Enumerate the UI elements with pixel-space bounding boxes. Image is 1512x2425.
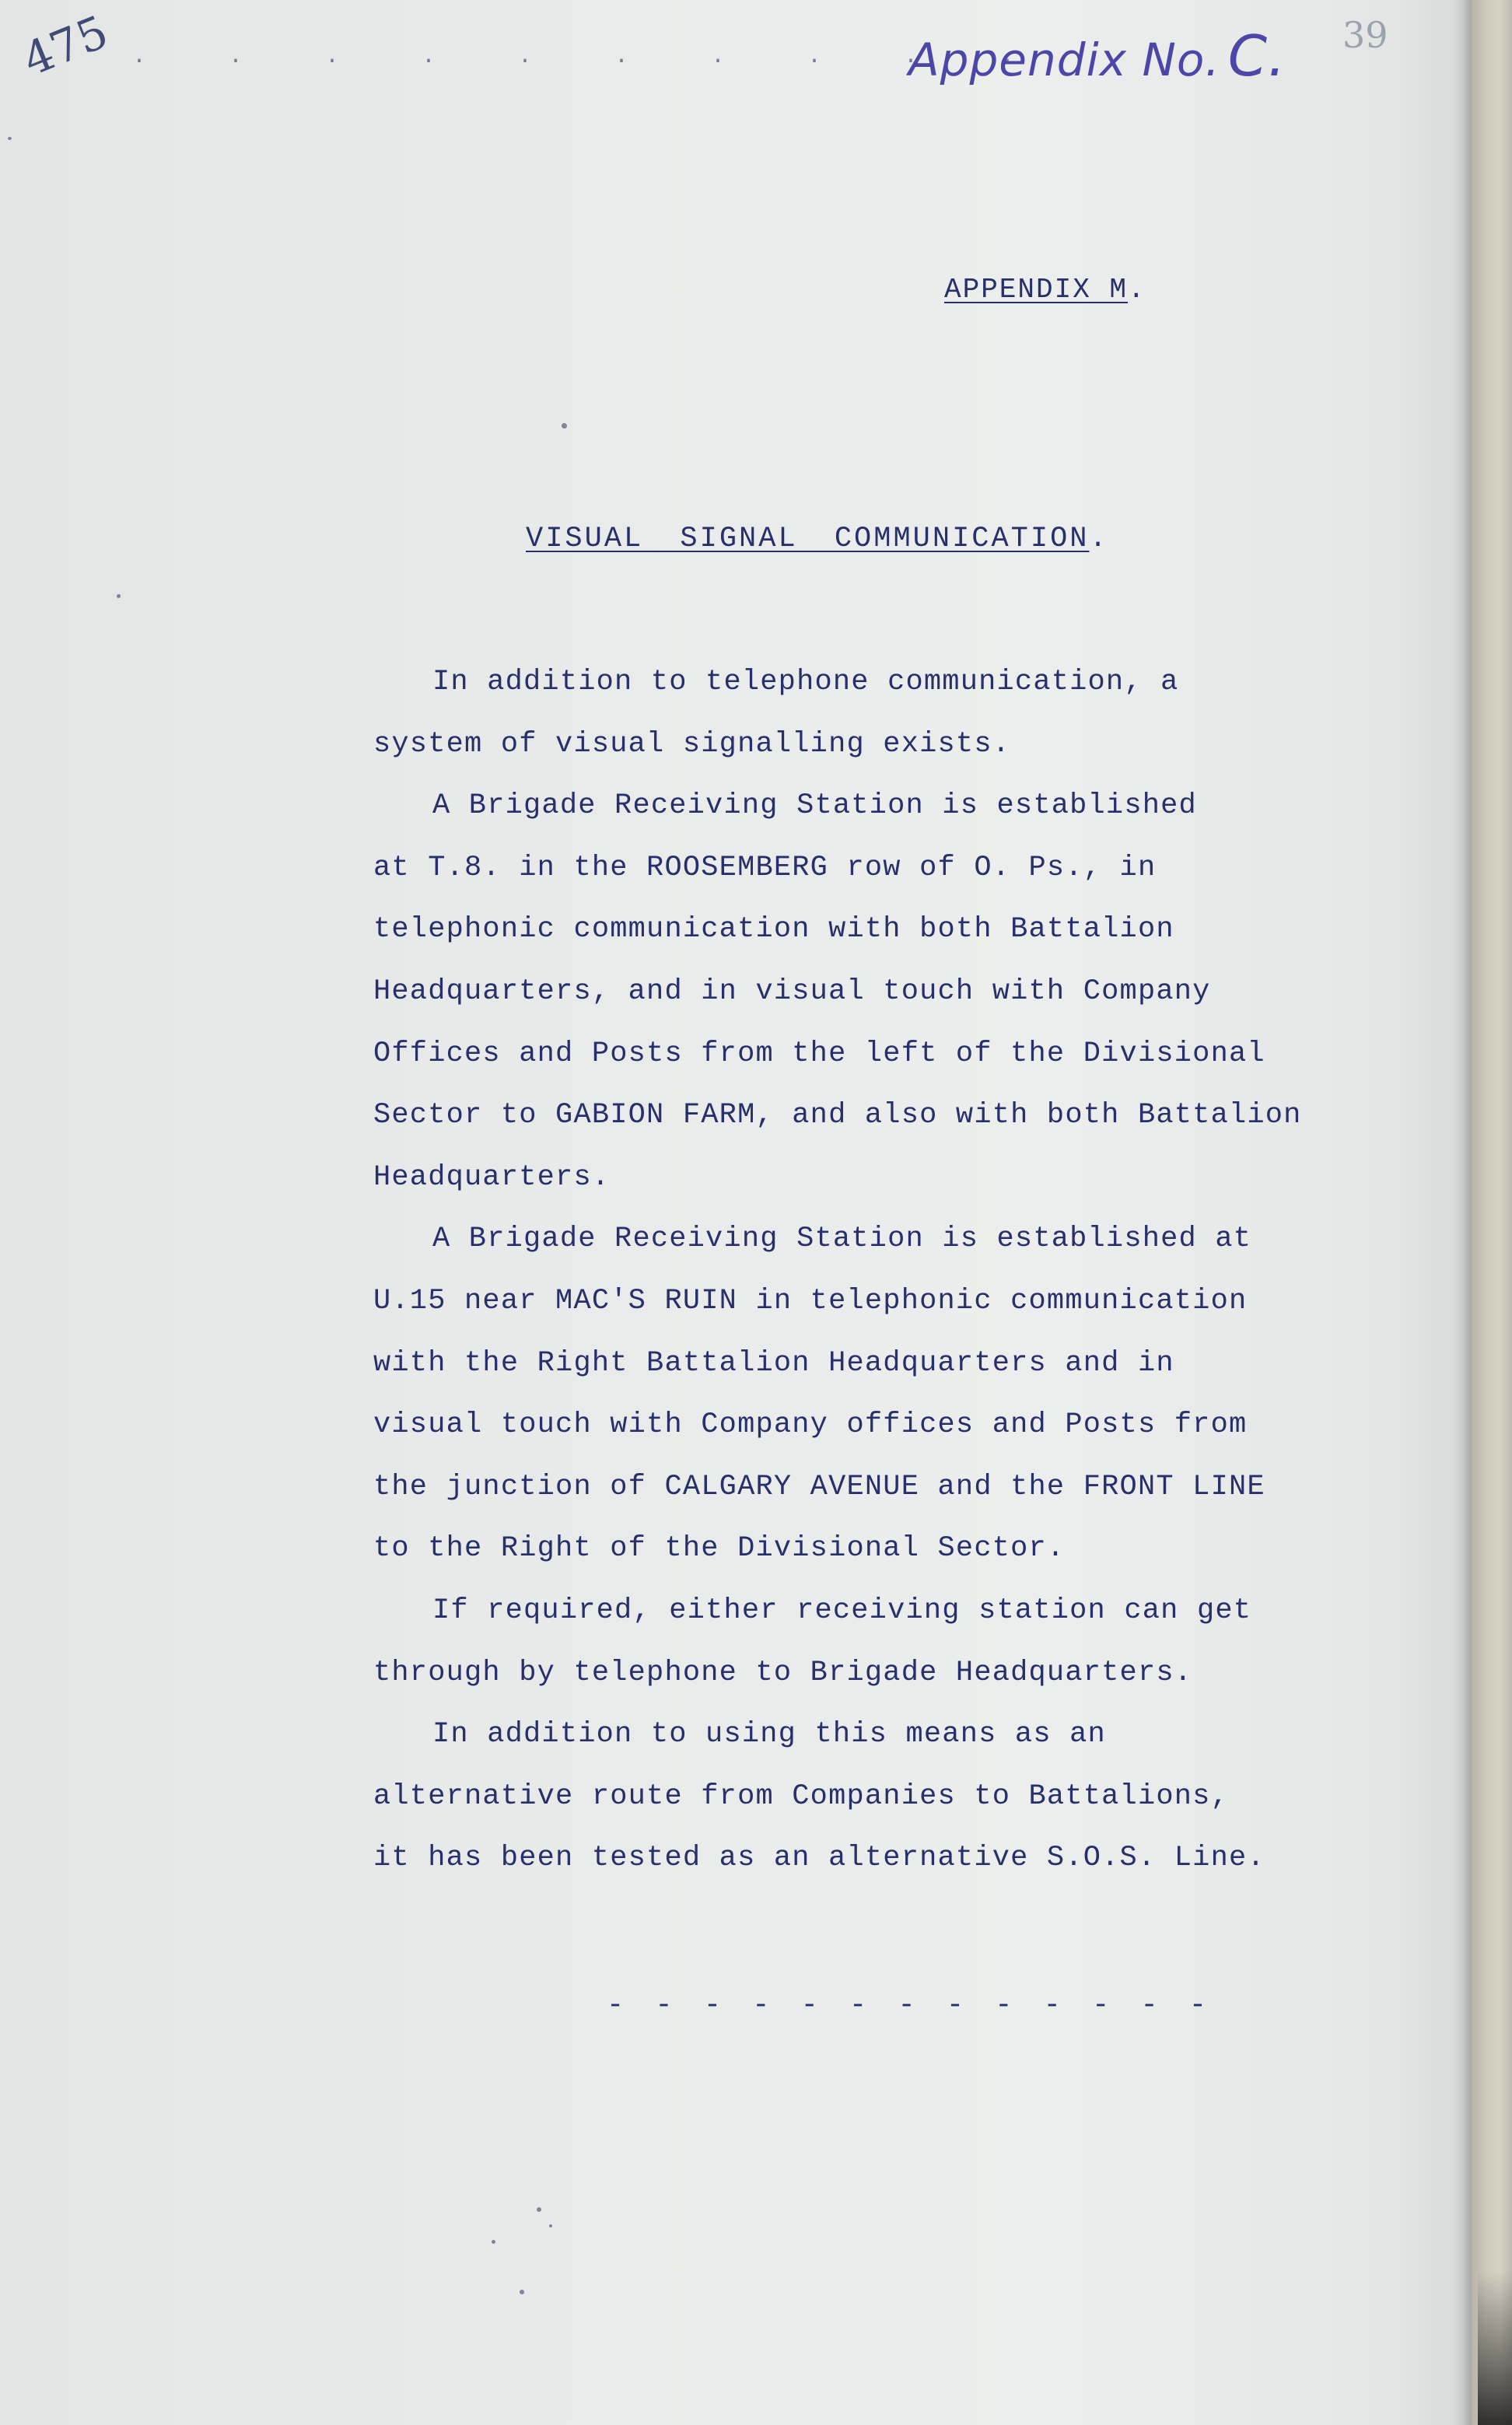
paper-speck (549, 2224, 552, 2227)
body-line: If required, either receiving station can get (432, 1594, 1252, 1627)
document-body (373, 652, 1400, 1890)
body-line: with the Right Battalion Headquarters and in (373, 1346, 1174, 1380)
body-line: alternative route from Companies to Battalions, (373, 1779, 1229, 1813)
handwritten-folio-number: 475 (16, 5, 116, 87)
paper-speck (537, 2207, 541, 2212)
document-title-text: VISUAL SIGNAL COMMUNICATION (526, 523, 1090, 555)
body-line: Headquarters, and in visual touch with Company (373, 975, 1211, 1008)
body-line: A Brigade Receiving Station is established at (432, 1223, 1252, 1256)
body-line: through by telephone to Brigade Headquarters. (373, 1656, 1193, 1689)
appendix-heading: APPENDIX M. (944, 274, 1146, 306)
appendix-heading-text: APPENDIX M (944, 274, 1129, 306)
binding-shadow (1478, 2271, 1512, 2425)
document-title: VISUAL SIGNAL COMMUNICATION. (526, 523, 1109, 555)
stamp-label: Appendix No. (908, 33, 1220, 86)
body-line: In addition to telephone communication, a (432, 666, 1179, 698)
body-line: U.15 near MAC'S RUIN in telephonic communication (373, 1284, 1248, 1317)
body-line: In addition to using this means as an (432, 1718, 1106, 1751)
paper-speck (117, 594, 121, 598)
underlying-page-edge (1472, 0, 1512, 2425)
body-line: Offices and Posts from the left of the Divisional (373, 1037, 1265, 1070)
body-line: the junction of CALGARY AVENUE and the FRONT LINE (373, 1470, 1265, 1503)
page-edge-shadow (1453, 0, 1472, 2425)
body-line: at T.8. in the ROOSEMBERG row of O. Ps., in (373, 851, 1157, 884)
body-line: telephonic communication with both Battalion (373, 913, 1174, 947)
body-line: to the Right of the Divisional Sector. (373, 1532, 1066, 1566)
paper-speck (520, 2290, 524, 2294)
paper-speck (8, 137, 12, 140)
body-line: system of visual signalling exists. (373, 727, 1011, 761)
body-line: visual touch with Company offices and Posts from (373, 1408, 1248, 1442)
body-line: Sector to GABION FARM, and also with both Battalion (373, 1099, 1302, 1132)
page-number: 39 (1342, 14, 1388, 56)
appendix-stamp (908, 23, 1286, 89)
body-line: Headquarters. (373, 1160, 611, 1194)
stamp-letter: C. (1227, 23, 1286, 89)
body-line: it has been tested as an alternative S.O.S. Line. (373, 1842, 1265, 1875)
paper-speck (492, 2240, 495, 2244)
paper-speck (562, 423, 567, 429)
faint-dot-marks: . . . . . . . . . . (132, 44, 1049, 70)
body-line: A Brigade Receiving Station is established (432, 789, 1197, 823)
closing-dashed-rule: - - - - - - - - - - - - - (607, 1989, 1214, 2022)
